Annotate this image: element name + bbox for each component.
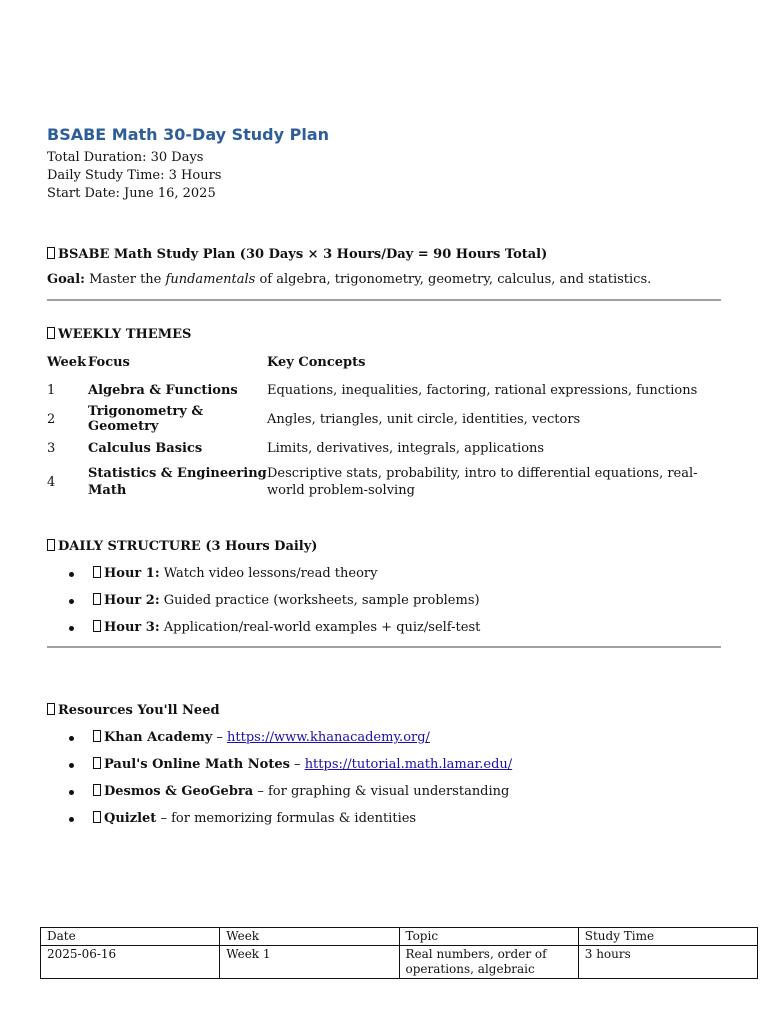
topic-cell: Real numbers, order of operations, algebraic (399, 946, 578, 979)
list-item: Paul's Online Math Notes – https://tutorial.math.lamar.edu/ (47, 756, 512, 783)
table-row (41, 946, 758, 979)
concepts-cell: Equations, inequalities, factoring, rational expressions, functions (267, 382, 698, 398)
table-row (47, 404, 707, 434)
column-header: Topic (399, 928, 578, 946)
bullet (69, 736, 74, 741)
bullet (69, 599, 74, 604)
focus-cell: Calculus Basics (88, 440, 203, 456)
emoji-placeholder-icon (47, 703, 55, 715)
bullet (69, 763, 74, 768)
weekly-heading: WEEKLY THEMES (47, 327, 191, 342)
date-cell: 2025-06-16 (41, 946, 220, 979)
focus-cell: Statistics & Engineering Math (88, 466, 267, 498)
week-cell: 1 (47, 382, 56, 398)
weekly-themes-table (47, 349, 707, 502)
table-row (47, 434, 707, 462)
goal-line (47, 272, 651, 287)
goal-pre: Master the (89, 272, 162, 287)
table-header-row (47, 349, 707, 376)
divider (47, 646, 721, 648)
emoji-placeholder-icon (93, 811, 101, 823)
bullet (69, 626, 74, 631)
week-cell: 2 (47, 411, 56, 427)
bullet (69, 817, 74, 822)
plan-heading: BSABE Math Study Plan (30 Days × 3 Hours/Day = 90 Hours Total) (47, 247, 547, 262)
khan-academy-link[interactable]: https://www.khanacademy.org/ (227, 730, 430, 745)
study-time-cell: 3 hours (578, 946, 757, 979)
total-duration: Total Duration: 30 Days (47, 150, 204, 165)
emoji-placeholder-icon (93, 620, 101, 632)
column-header: Date (41, 928, 220, 946)
column-header: Week (220, 928, 399, 946)
emoji-placeholder-icon (93, 730, 101, 742)
emoji-placeholder-icon (93, 784, 101, 796)
resources-heading: Resources You'll Need (47, 703, 220, 718)
list-item: Quizlet – for memorizing formulas & identities (47, 810, 512, 837)
emoji-placeholder-icon (47, 327, 55, 339)
resources-list (47, 729, 512, 837)
daily-study-time: Daily Study Time: 3 Hours (47, 168, 222, 183)
focus-cell: Algebra & Functions (88, 382, 238, 398)
emoji-placeholder-icon (47, 247, 55, 259)
document-title: BSABE Math 30-Day Study Plan (47, 125, 330, 144)
concepts-cell: Angles, triangles, unit circle, identities, vectors (267, 411, 581, 427)
focus-cell: Trigonometry & Geometry (88, 404, 204, 434)
daily-heading: DAILY STRUCTURE (3 Hours Daily) (47, 539, 317, 554)
goal-emphasis: fundamentals (165, 272, 256, 287)
lamar-notes-link[interactable]: https://tutorial.math.lamar.edu/ (304, 757, 513, 772)
bullet (69, 572, 74, 577)
study-log-table (40, 927, 758, 979)
list-item: Hour 3: Application/real-world examples + quiz/self-test (47, 619, 480, 646)
list-item: Hour 2: Guided practice (worksheets, sample problems) (47, 592, 480, 619)
week-cell: 4 (47, 474, 56, 490)
start-date: Start Date: June 16, 2025 (47, 186, 216, 201)
goal-post: of algebra, trigonometry, geometry, calculus, and statistics. (259, 272, 652, 287)
emoji-placeholder-icon (93, 593, 101, 605)
goal-label: Goal: (47, 272, 85, 287)
table-row (47, 462, 707, 502)
column-header: Key Concepts (267, 355, 366, 370)
table-row (47, 376, 707, 404)
concepts-cell: Descriptive stats, probability, intro to differential equations, real-world problem-solving (267, 466, 698, 498)
concepts-cell: Limits, derivatives, integrals, applications (267, 440, 545, 456)
list-item: Desmos & GeoGebra – for graphing & visual understanding (47, 783, 512, 810)
week-cell: 3 (47, 440, 56, 456)
emoji-placeholder-icon (93, 566, 101, 578)
column-header: Focus (88, 355, 130, 370)
divider (47, 299, 721, 301)
list-item: Hour 1: Watch video lessons/read theory (47, 565, 480, 592)
column-header: Study Time (578, 928, 757, 946)
emoji-placeholder-icon (47, 539, 55, 551)
bullet (69, 790, 74, 795)
column-header: Week (47, 355, 87, 370)
emoji-placeholder-icon (93, 757, 101, 769)
list-item: Khan Academy – https://www.khanacademy.org/ (47, 729, 512, 756)
week-cell: Week 1 (220, 946, 399, 979)
table-header-row (41, 928, 758, 946)
daily-structure-list (47, 565, 480, 646)
